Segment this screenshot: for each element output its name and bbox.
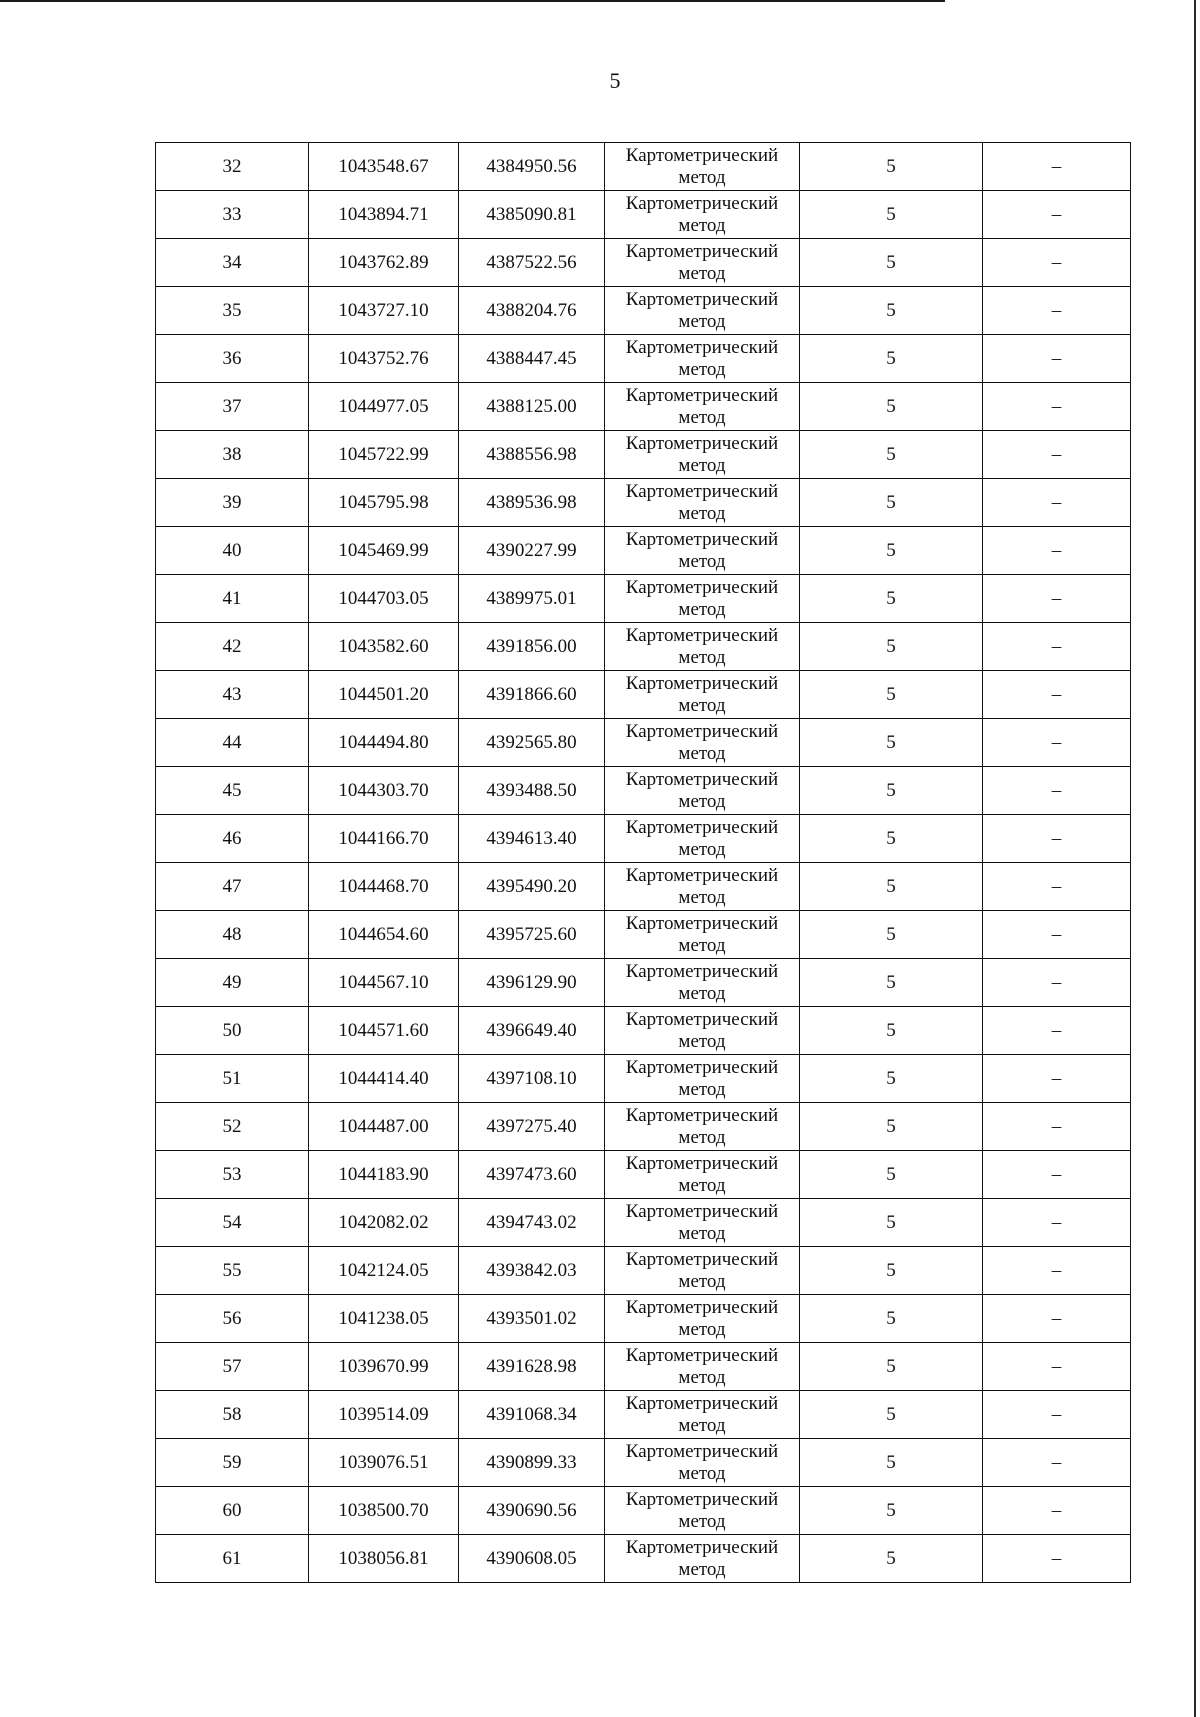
point-number-cell: 32 [156,143,309,191]
method-line-2: метод [678,1366,726,1388]
note-cell: – [983,431,1131,479]
point-number-cell: 42 [156,623,309,671]
method-line-2: метод [678,358,726,380]
method-line-2: метод [678,262,726,284]
table-row [156,1487,1131,1535]
x-coordinate-cell: 1044487.00 [309,1103,459,1151]
table-row [156,1343,1131,1391]
accuracy-cell: 5 [800,1295,983,1343]
method-line-1: Картометрический [625,192,779,214]
method-line-1: Картометрический [625,1104,779,1126]
method-line-2: метод [678,1030,726,1052]
page-top-border [0,0,945,2]
method-line-1: Картометрический [625,1344,779,1366]
point-number-cell: 58 [156,1391,309,1439]
point-number-cell: 48 [156,911,309,959]
table-row [156,671,1131,719]
accuracy-cell: 5 [800,1487,983,1535]
note-cell: – [983,1151,1131,1199]
x-coordinate-cell: 1044183.90 [309,1151,459,1199]
table-row [156,1055,1131,1103]
method-line-1: Картометрический [625,960,779,982]
method-cell [605,527,800,575]
method-line-2: метод [678,838,726,860]
point-number-cell: 59 [156,1439,309,1487]
method-cell [605,1103,800,1151]
x-coordinate-cell: 1039076.51 [309,1439,459,1487]
method-line-1: Картометрический [625,1248,779,1270]
note-cell: – [983,239,1131,287]
method-line-2: метод [678,1222,726,1244]
point-number-cell: 49 [156,959,309,1007]
accuracy-cell: 5 [800,1151,983,1199]
accuracy-cell: 5 [800,1199,983,1247]
point-number-cell: 45 [156,767,309,815]
table-row [156,1151,1131,1199]
point-number-cell: 35 [156,287,309,335]
method-line-1: Картометрический [625,576,779,598]
page-number: 5 [609,68,621,93]
method-cell [605,335,800,383]
table-row [156,1103,1131,1151]
method-cell [605,1343,800,1391]
x-coordinate-cell: 1038056.81 [309,1535,459,1583]
x-coordinate-cell: 1044654.60 [309,911,459,959]
accuracy-cell: 5 [800,575,983,623]
method-line-2: метод [678,934,726,956]
y-coordinate-cell: 4391866.60 [459,671,605,719]
method-line-1: Картометрический [625,768,779,790]
method-cell [605,1535,800,1583]
coordinates-table [155,142,1131,1583]
point-number-cell: 61 [156,1535,309,1583]
method-cell [605,1007,800,1055]
y-coordinate-cell: 4392565.80 [459,719,605,767]
table-row [156,287,1131,335]
method-line-2: метод [678,1462,726,1484]
point-number-cell: 54 [156,1199,309,1247]
method-line-1: Картометрический [625,432,779,454]
note-cell: – [983,527,1131,575]
method-cell [605,671,800,719]
method-cell [605,575,800,623]
note-cell: – [983,767,1131,815]
point-number-cell: 39 [156,479,309,527]
accuracy-cell: 5 [800,1055,983,1103]
x-coordinate-cell: 1044166.70 [309,815,459,863]
note-cell: – [983,1295,1131,1343]
method-cell [605,479,800,527]
method-cell [605,383,800,431]
table-row [156,479,1131,527]
accuracy-cell: 5 [800,1103,983,1151]
note-cell: – [983,1391,1131,1439]
x-coordinate-cell: 1044703.05 [309,575,459,623]
method-line-2: метод [678,694,726,716]
method-cell [605,767,800,815]
point-number-cell: 53 [156,1151,309,1199]
x-coordinate-cell: 1044567.10 [309,959,459,1007]
y-coordinate-cell: 4388125.00 [459,383,605,431]
x-coordinate-cell: 1043727.10 [309,287,459,335]
x-coordinate-cell: 1044414.40 [309,1055,459,1103]
accuracy-cell: 5 [800,959,983,1007]
x-coordinate-cell: 1043762.89 [309,239,459,287]
method-cell [605,719,800,767]
method-cell [605,239,800,287]
x-coordinate-cell: 1045795.98 [309,479,459,527]
method-cell [605,911,800,959]
method-line-1: Картометрический [625,672,779,694]
method-line-1: Картометрический [625,912,779,934]
table-row [156,911,1131,959]
table-row [156,1199,1131,1247]
point-number-cell: 51 [156,1055,309,1103]
method-cell [605,1151,800,1199]
method-line-2: метод [678,406,726,428]
method-line-1: Картометрический [625,1056,779,1078]
method-line-2: метод [678,646,726,668]
table-row [156,191,1131,239]
note-cell: – [983,1199,1131,1247]
method-cell [605,1487,800,1535]
y-coordinate-cell: 4393488.50 [459,767,605,815]
point-number-cell: 44 [156,719,309,767]
method-line-1: Картометрический [625,624,779,646]
method-line-1: Картометрический [625,864,779,886]
y-coordinate-cell: 4394613.40 [459,815,605,863]
method-line-1: Картометрический [625,1296,779,1318]
method-line-2: метод [678,1318,726,1340]
point-number-cell: 55 [156,1247,309,1295]
x-coordinate-cell: 1044468.70 [309,863,459,911]
x-coordinate-cell: 1042124.05 [309,1247,459,1295]
method-line-2: метод [678,550,726,572]
y-coordinate-cell: 4388556.98 [459,431,605,479]
x-coordinate-cell: 1044977.05 [309,383,459,431]
point-number-cell: 43 [156,671,309,719]
accuracy-cell: 5 [800,815,983,863]
method-line-1: Картометрический [625,1392,779,1414]
point-number-cell: 50 [156,1007,309,1055]
accuracy-cell: 5 [800,479,983,527]
page-right-border [1194,0,1196,1717]
y-coordinate-cell: 4393501.02 [459,1295,605,1343]
y-coordinate-cell: 4391628.98 [459,1343,605,1391]
y-coordinate-cell: 4384950.56 [459,143,605,191]
method-line-1: Картометрический [625,720,779,742]
y-coordinate-cell: 4390227.99 [459,527,605,575]
y-coordinate-cell: 4397108.10 [459,1055,605,1103]
method-line-1: Картометрический [625,1488,779,1510]
point-number-cell: 36 [156,335,309,383]
accuracy-cell: 5 [800,1247,983,1295]
method-line-1: Картометрический [625,336,779,358]
table-row [156,383,1131,431]
y-coordinate-cell: 4397473.60 [459,1151,605,1199]
method-cell [605,1055,800,1103]
point-number-cell: 33 [156,191,309,239]
method-line-2: метод [678,214,726,236]
method-line-1: Картометрический [625,1536,779,1558]
method-line-2: метод [678,1078,726,1100]
table-row [156,1391,1131,1439]
accuracy-cell: 5 [800,383,983,431]
y-coordinate-cell: 4393842.03 [459,1247,605,1295]
coordinates-table-body [156,143,1131,1583]
table-row [156,1535,1131,1583]
x-coordinate-cell: 1045722.99 [309,431,459,479]
accuracy-cell: 5 [800,287,983,335]
y-coordinate-cell: 4395490.20 [459,863,605,911]
note-cell: – [983,959,1131,1007]
note-cell: – [983,1487,1131,1535]
point-number-cell: 40 [156,527,309,575]
y-coordinate-cell: 4396649.40 [459,1007,605,1055]
x-coordinate-cell: 1044494.80 [309,719,459,767]
x-coordinate-cell: 1044303.70 [309,767,459,815]
point-number-cell: 41 [156,575,309,623]
y-coordinate-cell: 4389975.01 [459,575,605,623]
method-cell [605,191,800,239]
point-number-cell: 57 [156,1343,309,1391]
point-number-cell: 60 [156,1487,309,1535]
y-coordinate-cell: 4385090.81 [459,191,605,239]
method-cell [605,815,800,863]
accuracy-cell: 5 [800,1007,983,1055]
point-number-cell: 56 [156,1295,309,1343]
accuracy-cell: 5 [800,671,983,719]
method-line-1: Картометрический [625,1440,779,1462]
y-coordinate-cell: 4390690.56 [459,1487,605,1535]
method-line-1: Картометрический [625,528,779,550]
method-line-1: Картометрический [625,1008,779,1030]
table-row [156,1007,1131,1055]
accuracy-cell: 5 [800,1439,983,1487]
y-coordinate-cell: 4390608.05 [459,1535,605,1583]
method-line-2: метод [678,598,726,620]
x-coordinate-cell: 1044571.60 [309,1007,459,1055]
y-coordinate-cell: 4388447.45 [459,335,605,383]
method-line-2: метод [678,982,726,1004]
accuracy-cell: 5 [800,143,983,191]
accuracy-cell: 5 [800,1343,983,1391]
table-row [156,1295,1131,1343]
note-cell: – [983,815,1131,863]
table-row [156,575,1131,623]
method-line-1: Картометрический [625,384,779,406]
y-coordinate-cell: 4395725.60 [459,911,605,959]
note-cell: – [983,479,1131,527]
method-cell [605,1391,800,1439]
table-row [156,431,1131,479]
point-number-cell: 37 [156,383,309,431]
table-row [156,863,1131,911]
accuracy-cell: 5 [800,527,983,575]
method-cell [605,1439,800,1487]
table-row [156,959,1131,1007]
x-coordinate-cell: 1043894.71 [309,191,459,239]
y-coordinate-cell: 4387522.56 [459,239,605,287]
table-row [156,815,1131,863]
table-row [156,767,1131,815]
method-line-2: метод [678,790,726,812]
method-line-1: Картометрический [625,1200,779,1222]
note-cell: – [983,1439,1131,1487]
x-coordinate-cell: 1044501.20 [309,671,459,719]
accuracy-cell: 5 [800,863,983,911]
table-row [156,1247,1131,1295]
method-cell [605,431,800,479]
method-line-2: метод [678,1510,726,1532]
table-row [156,143,1131,191]
accuracy-cell: 5 [800,1391,983,1439]
y-coordinate-cell: 4391068.34 [459,1391,605,1439]
accuracy-cell: 5 [800,431,983,479]
note-cell: – [983,383,1131,431]
x-coordinate-cell: 1041238.05 [309,1295,459,1343]
method-line-2: метод [678,1126,726,1148]
x-coordinate-cell: 1043582.60 [309,623,459,671]
y-coordinate-cell: 4389536.98 [459,479,605,527]
table-row [156,335,1131,383]
method-line-2: метод [678,310,726,332]
method-line-1: Картометрический [625,480,779,502]
method-line-1: Картометрический [625,288,779,310]
note-cell: – [983,1247,1131,1295]
note-cell: – [983,1055,1131,1103]
note-cell: – [983,335,1131,383]
point-number-cell: 38 [156,431,309,479]
table-row [156,239,1131,287]
method-line-1: Картометрический [625,816,779,838]
note-cell: – [983,863,1131,911]
accuracy-cell: 5 [800,239,983,287]
note-cell: – [983,575,1131,623]
method-line-2: метод [678,1558,726,1580]
note-cell: – [983,143,1131,191]
point-number-cell: 47 [156,863,309,911]
note-cell: – [983,287,1131,335]
note-cell: – [983,719,1131,767]
point-number-cell: 34 [156,239,309,287]
note-cell: – [983,1535,1131,1583]
method-line-2: метод [678,1414,726,1436]
x-coordinate-cell: 1038500.70 [309,1487,459,1535]
note-cell: – [983,623,1131,671]
x-coordinate-cell: 1043548.67 [309,143,459,191]
method-line-2: метод [678,1270,726,1292]
y-coordinate-cell: 4397275.40 [459,1103,605,1151]
method-line-1: Картометрический [625,144,779,166]
note-cell: – [983,671,1131,719]
method-line-2: метод [678,886,726,908]
accuracy-cell: 5 [800,767,983,815]
method-line-1: Картометрический [625,240,779,262]
method-cell [605,959,800,1007]
method-line-2: метод [678,1174,726,1196]
method-cell [605,143,800,191]
x-coordinate-cell: 1039670.99 [309,1343,459,1391]
note-cell: – [983,191,1131,239]
method-line-1: Картометрический [625,1152,779,1174]
x-coordinate-cell: 1042082.02 [309,1199,459,1247]
y-coordinate-cell: 4391856.00 [459,623,605,671]
note-cell: – [983,1103,1131,1151]
x-coordinate-cell: 1043752.76 [309,335,459,383]
method-line-2: метод [678,454,726,476]
point-number-cell: 46 [156,815,309,863]
table-row [156,1439,1131,1487]
method-cell [605,623,800,671]
method-cell [605,287,800,335]
accuracy-cell: 5 [800,623,983,671]
method-cell [605,1295,800,1343]
accuracy-cell: 5 [800,1535,983,1583]
table-row [156,527,1131,575]
accuracy-cell: 5 [800,719,983,767]
point-number-cell: 52 [156,1103,309,1151]
method-line-2: метод [678,742,726,764]
method-line-2: метод [678,502,726,524]
x-coordinate-cell: 1039514.09 [309,1391,459,1439]
note-cell: – [983,1007,1131,1055]
y-coordinate-cell: 4396129.90 [459,959,605,1007]
note-cell: – [983,911,1131,959]
note-cell: – [983,1343,1131,1391]
accuracy-cell: 5 [800,335,983,383]
method-cell [605,863,800,911]
y-coordinate-cell: 4390899.33 [459,1439,605,1487]
accuracy-cell: 5 [800,191,983,239]
method-cell [605,1247,800,1295]
y-coordinate-cell: 4394743.02 [459,1199,605,1247]
table-row [156,623,1131,671]
x-coordinate-cell: 1045469.99 [309,527,459,575]
y-coordinate-cell: 4388204.76 [459,287,605,335]
accuracy-cell: 5 [800,911,983,959]
table-row [156,719,1131,767]
method-cell [605,1199,800,1247]
method-line-2: метод [678,166,726,188]
